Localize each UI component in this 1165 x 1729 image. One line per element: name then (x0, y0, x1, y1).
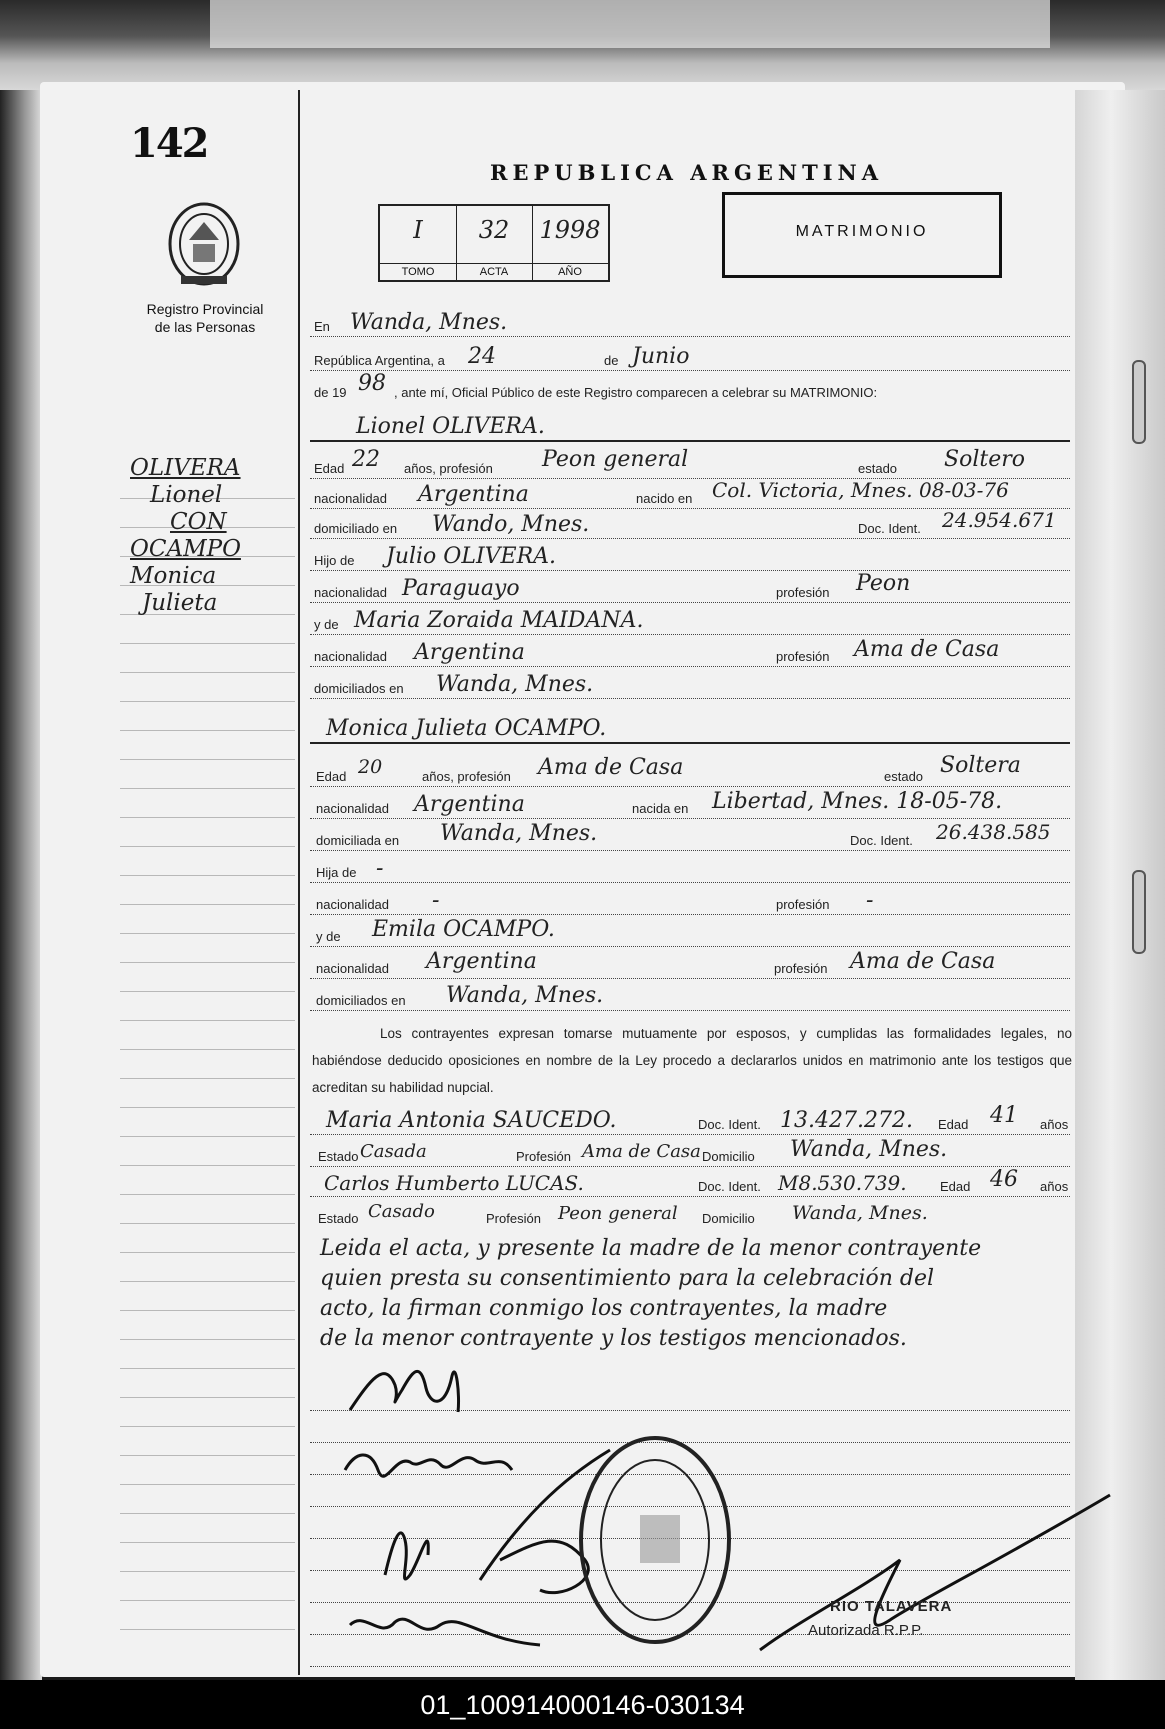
bride-birthplace: Libertad, Mnes. 18-05-78. (712, 789, 1003, 814)
edad-label: Edad (316, 769, 347, 784)
margin-note: OLIVERA (130, 455, 241, 481)
profesion-label: profesión (776, 897, 830, 912)
domiciliados-label: domiciliados en (316, 993, 406, 1008)
witness1-status: Casada (360, 1141, 427, 1162)
mother-signature (385, 1533, 428, 1579)
observation-line: Leida el acta, y presente la madre de la menor contrayente (320, 1236, 982, 1261)
witness1-profession: Ama de Casa (582, 1141, 701, 1162)
nacido-label: nacido en (636, 491, 693, 506)
nacionalidad-label: nacionalidad (314, 491, 388, 506)
witness1-domicile: Wanda, Mnes. (790, 1137, 948, 1162)
groom-signature (350, 1371, 459, 1412)
groom-doc: 24.954.671 (942, 508, 1057, 532)
bride-mother-nationality: Argentina (426, 949, 537, 974)
groom-name: Lionel OLIVERA. (356, 414, 545, 439)
groom-birthplace: Col. Victoria, Mnes. 08-03-76 (712, 478, 1009, 502)
witness-signature (480, 1450, 610, 1593)
witness2-status: Casado (368, 1201, 435, 1222)
scan-id: 01_100914000146-030134 (420, 1690, 745, 1720)
observation-line: quien presta su consentimiento para la celebración del (320, 1266, 935, 1291)
registry-line-1: Registro Provincial (146, 301, 264, 317)
bride-signature (345, 1455, 512, 1476)
yde-label: y de (316, 929, 341, 944)
estado-label: estado (858, 461, 898, 476)
ano-value: 1998 (539, 216, 601, 244)
official-stamp-title: Autorizada R.P.P. (808, 1622, 924, 1639)
acta-value: 32 (478, 216, 510, 244)
bride-age: 20 (358, 756, 383, 778)
witness1-name: Maria Antonia SAUCEDO. (326, 1108, 617, 1133)
doc-ident-label: Doc. Ident. (850, 833, 913, 848)
bride-profession: Ama de Casa (538, 755, 684, 780)
groom-age: 22 (352, 447, 380, 472)
profesion-label: Profesión (486, 1211, 541, 1226)
bride-doc: 26.438.585 (936, 820, 1051, 844)
nacionalidad-label: nacionalidad (316, 961, 390, 976)
estado-label: Estado (318, 1149, 359, 1164)
republic-label: República Argentina, a (314, 353, 445, 368)
ano-label: AÑO (532, 263, 608, 278)
groom-father-nationality: Paraguayo (402, 576, 520, 601)
groom-mother-nationality: Argentina (414, 640, 525, 665)
margin-note: CON (170, 509, 227, 535)
hijo-label: Hijo de (314, 553, 355, 568)
bride-father-profession: - (866, 888, 874, 913)
anos-label: años (1040, 1179, 1069, 1194)
witness2-name: Carlos Humberto LUCAS. (324, 1171, 584, 1195)
witness2-profession: Peon general (558, 1203, 678, 1224)
bride-mother-profession: Ama de Casa (850, 949, 996, 974)
nacionalidad-label: nacionalidad (314, 585, 388, 600)
month-value: Junio (632, 344, 690, 369)
witness2-doc: M8.530.739. (778, 1171, 907, 1195)
doc-ident-label: Doc. Ident. (698, 1179, 761, 1194)
yde-label: y de (314, 617, 339, 632)
tomo-label: TOMO (380, 263, 456, 278)
hija-label: Hija de (316, 865, 357, 880)
edad-label: Edad (314, 461, 345, 476)
profesion-label: profesión (776, 649, 830, 664)
profesion-label: profesión (776, 585, 830, 600)
witness2-age: 46 (990, 1167, 1018, 1192)
margin-note: Lionel (150, 482, 223, 508)
doc-ident-label: Doc. Ident. (698, 1117, 761, 1132)
nacida-label: nacida en (632, 801, 689, 816)
document-title: REPUBLICA ARGENTINA (490, 160, 884, 185)
profesion-label: Profesión (516, 1149, 571, 1164)
scan-footer (0, 1680, 1165, 1729)
declaration-paragraph: Los contrayentes expresan tomarse mutuamente por esposos, y cumplidas las formalidades legales, no habiéndose deducido oposiciones en nombre de la Ley procedo a declararlos unidos en matrimonio ante los testigos que acreditan su habilidad nupcial. (312, 1026, 1072, 1095)
official-stamp-name: RIO TALAVERA (830, 1598, 953, 1615)
groom-profession: Peon general (542, 447, 689, 472)
witness1-doc: 13.427.272. (780, 1108, 913, 1133)
margin-note: Monica (130, 563, 217, 589)
groom-mother: Maria Zoraida MAIDANA. (354, 608, 644, 633)
domiciliado-label: domiciliado en (314, 521, 398, 536)
bride-status: Soltera (940, 753, 1021, 778)
act-type-label: MATRIMONIO (795, 223, 929, 240)
official-round-seal (581, 1438, 729, 1642)
bride-nationality: Argentina (414, 792, 525, 817)
bride-father-nationality: - (432, 888, 440, 913)
witness1-age: 41 (990, 1103, 1018, 1128)
nacionalidad-label: nacionalidad (316, 801, 390, 816)
margin-note: OCAMPO (130, 536, 241, 562)
en-label: En (314, 319, 330, 334)
bride-father: - (376, 856, 384, 881)
doc-ident-label: Doc. Ident. (858, 521, 921, 536)
anos-profesion-label: años, profesión (422, 769, 511, 784)
statement-text: , ante mí, Oficial Público de este Registro comparecen a celebrar su MATRIMONIO: (394, 385, 878, 400)
witness-signature (350, 1619, 540, 1645)
bride-domicile: Wanda, Mnes. (440, 821, 598, 846)
edad-label: Edad (938, 1117, 969, 1132)
bride-name: Monica Julieta OCAMPO. (326, 716, 607, 741)
groom-father: Julio OLIVERA. (386, 544, 557, 569)
profesion-label: profesión (774, 961, 828, 976)
edad-label: Edad (940, 1179, 971, 1194)
groom-nationality: Argentina (418, 482, 529, 507)
page-number: 142 (130, 120, 208, 167)
domiciliada-label: domiciliada en (316, 833, 400, 848)
year-value: 98 (358, 371, 386, 396)
anos-label: años (1040, 1117, 1069, 1132)
bride-mother: Emila OCAMPO. (372, 917, 555, 942)
domicilio-label: Domicilio (702, 1211, 755, 1226)
observation-line: acto, la firman conmigo los contrayentes, la madre (320, 1296, 888, 1321)
tomo-value: I (413, 216, 423, 244)
bride-parents-domicile: Wanda, Mnes. (446, 983, 604, 1008)
groom-status: Soltero (944, 447, 1025, 472)
witness2-domicile: Wanda, Mnes. (792, 1202, 928, 1224)
estado-label: estado (884, 769, 924, 784)
groom-parents-domicile: Wanda, Mnes. (436, 672, 594, 697)
nacionalidad-label: nacionalidad (314, 649, 388, 664)
groom-father-profession: Peon (856, 571, 911, 596)
domiciliados-label: domiciliados en (314, 681, 404, 696)
day-value: 24 (468, 344, 496, 369)
acta-label: ACTA (456, 263, 532, 278)
margin-note: Julieta (142, 590, 218, 616)
observation-line: de la menor contrayente y los testigos mencionados. (320, 1326, 907, 1351)
domicilio-label: Domicilio (702, 1149, 755, 1164)
anos-profesion-label: años, profesión (404, 461, 493, 476)
year-label: de 19 (314, 385, 347, 400)
place-value: Wanda, Mnes. (350, 310, 508, 335)
estado-label: Estado (318, 1211, 359, 1226)
groom-mother-profession: Ama de Casa (854, 637, 1000, 662)
groom-domicile: Wando, Mnes. (432, 512, 590, 537)
registry-line-2: de las Personas (154, 319, 256, 335)
nacionalidad-label: nacionalidad (316, 897, 390, 912)
de-label: de (604, 353, 619, 368)
